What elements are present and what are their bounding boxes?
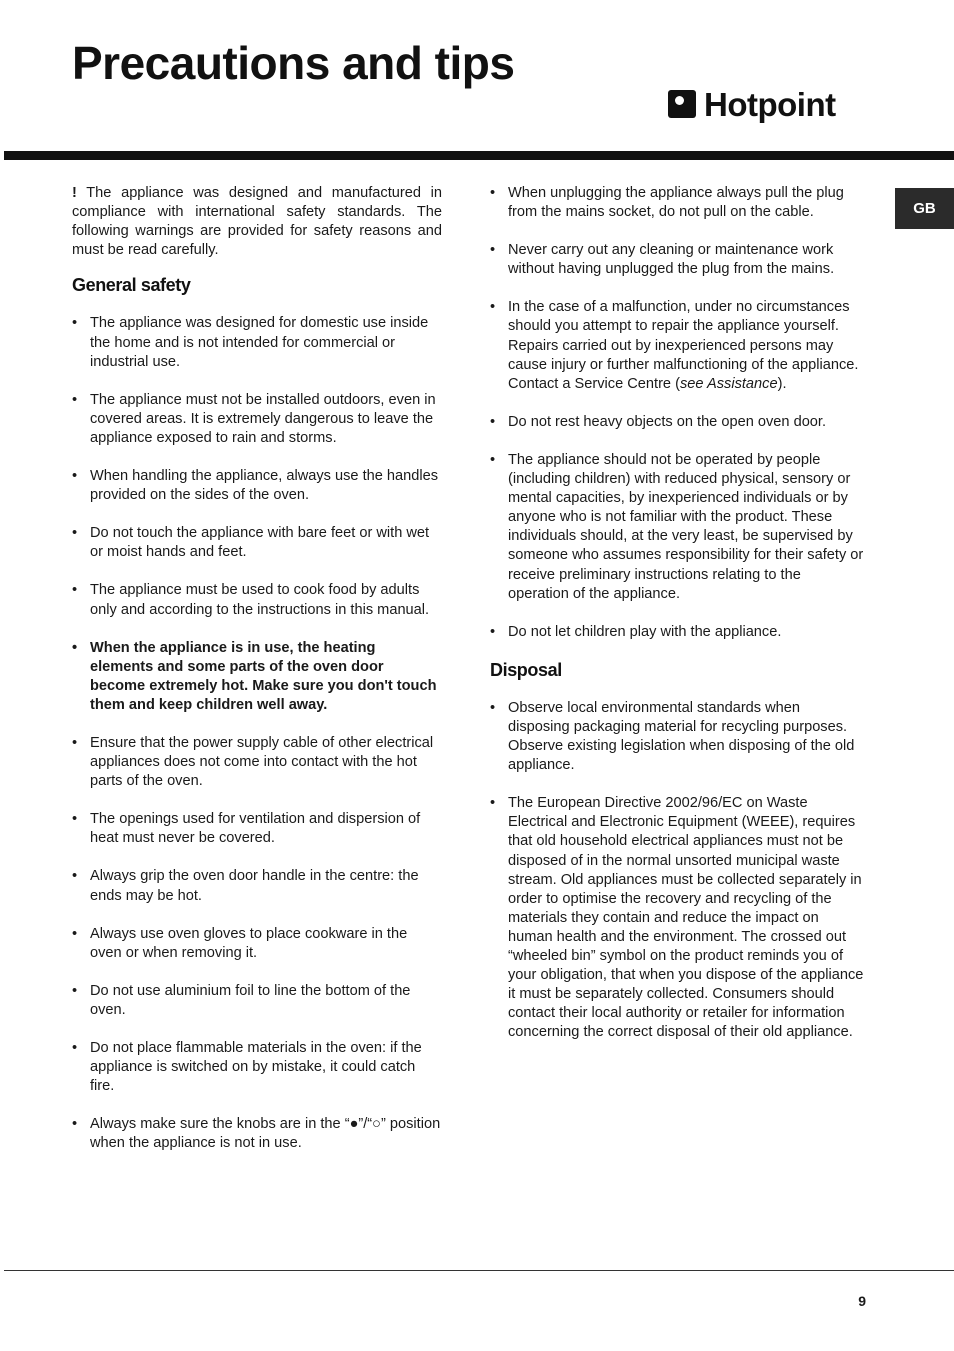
list-item-warning: • When the appliance is in use, the heating elements and some parts of the oven door become extremely hot. Make sure you don't touch them and keep children well away. xyxy=(72,639,442,715)
list-item: • The appliance was designed for domestic use inside the home and is not intended for commercial or industrial use. xyxy=(72,314,442,371)
list-item: • Always use oven gloves to place cookware in the oven or when removing it. xyxy=(72,925,442,963)
hotpoint-logo-icon xyxy=(668,90,696,118)
language-tab: GB xyxy=(895,188,954,229)
intro-paragraph xyxy=(72,184,442,260)
general-safety-list xyxy=(72,314,442,1153)
warning-mark: ! xyxy=(72,185,77,201)
list-item: • When handling the appliance, always use the handles provided on the sides of the oven. xyxy=(72,467,442,505)
list-item: • Ensure that the power supply cable of other electrical appliances does not come into contact with the hot parts of the oven. xyxy=(72,734,442,791)
disposal-list xyxy=(490,699,865,1043)
page-number: 9 xyxy=(858,1293,866,1309)
list-item: • Do not let children play with the appliance. xyxy=(490,623,865,642)
list-item: • The appliance should not be operated by people (including children) with reduced physical, sensory or mental capacities, by inexperienced individuals or by anyone who is not familiar with the product. These individuals should, at the very least, be supervised by someone who assumes responsibility for their safety or receive preliminary instructions relating to the operation of the appliance. xyxy=(490,451,865,604)
list-item: • Do not use aluminium foil to line the bottom of the oven. xyxy=(72,982,442,1020)
general-safety-heading: General safety xyxy=(72,275,191,296)
list-item: • Observe local environmental standards when disposing packaging material for recycling purposes. Observe existing legislation when disposing of the old appliance. xyxy=(490,699,865,775)
page-title: Precautions and tips xyxy=(72,37,515,89)
list-item: • Always grip the oven door handle in the centre: the ends may be hot. xyxy=(72,867,442,905)
list-item: • When unplugging the appliance always pull the plug from the mains socket, do not pull on the cable. xyxy=(490,184,865,222)
list-item: • Do not rest heavy objects on the open oven door. xyxy=(490,413,865,432)
intro-text: The appliance was designed and manufactured in compliance with international safety standards. The following warnings are provided for safety reasons and must be read carefully. xyxy=(72,185,442,259)
disposal-heading: Disposal xyxy=(490,659,562,680)
list-item: • Do not place flammable materials in the oven: if the appliance is switched on by mistake, it could catch fire. xyxy=(72,1039,442,1096)
header-divider xyxy=(4,151,954,160)
footer-divider xyxy=(4,1270,954,1271)
list-item: • Do not touch the appliance with bare feet or with wet or moist hands and feet. xyxy=(72,524,442,562)
list-item: • Never carry out any cleaning or maintenance work without having unplugged the plug from the mains. xyxy=(490,241,865,279)
list-item-malfunction: • In the case of a malfunction, under no circumstances should you attempt to repair the appliance yourself. Repairs carried out by inexperienced persons may cause injury or further malfunctioning of the appliance. Contact a Service Centre (see Assistance). xyxy=(490,298,865,393)
list-item: • The appliance must not be installed outdoors, even in covered areas. It is extremely dangerous to leave the appliance exposed to rain and storms. xyxy=(72,391,442,448)
list-item: • The European Directive 2002/96/EC on Waste Electrical and Electronic Equipment (WEEE), requires that old household electrical appliances must not be disposed of in the normal unsorted municipal waste stream. Old appliances must be collected separately in order to optimise the recovery and recycling of the materials they contain and reduce the impact on human health and the environment. The crossed out “wheeled bin” symbol on the product reminds you of your obligation, that when you dispose of the appliance it must be separately collected. Consumers should contact their local authority or retailer for information concerning the correct disposal of their old appliance. xyxy=(490,794,865,1042)
hotpoint-logo-text: Hotpoint xyxy=(704,85,836,123)
safety-list-continued xyxy=(490,184,865,642)
left-column xyxy=(72,184,442,1172)
hotpoint-logo xyxy=(668,84,836,124)
list-item: • The openings used for ventilation and dispersion of heat must never be covered. xyxy=(72,810,442,848)
list-item: • Always make sure the knobs are in the “●”/“○” position when the appliance is not in use. xyxy=(72,1115,442,1153)
list-item: • The appliance must be used to cook food by adults only and according to the instructions in this manual. xyxy=(72,581,442,619)
see-assistance-reference: see Assistance xyxy=(679,375,778,392)
right-column xyxy=(490,184,865,1061)
